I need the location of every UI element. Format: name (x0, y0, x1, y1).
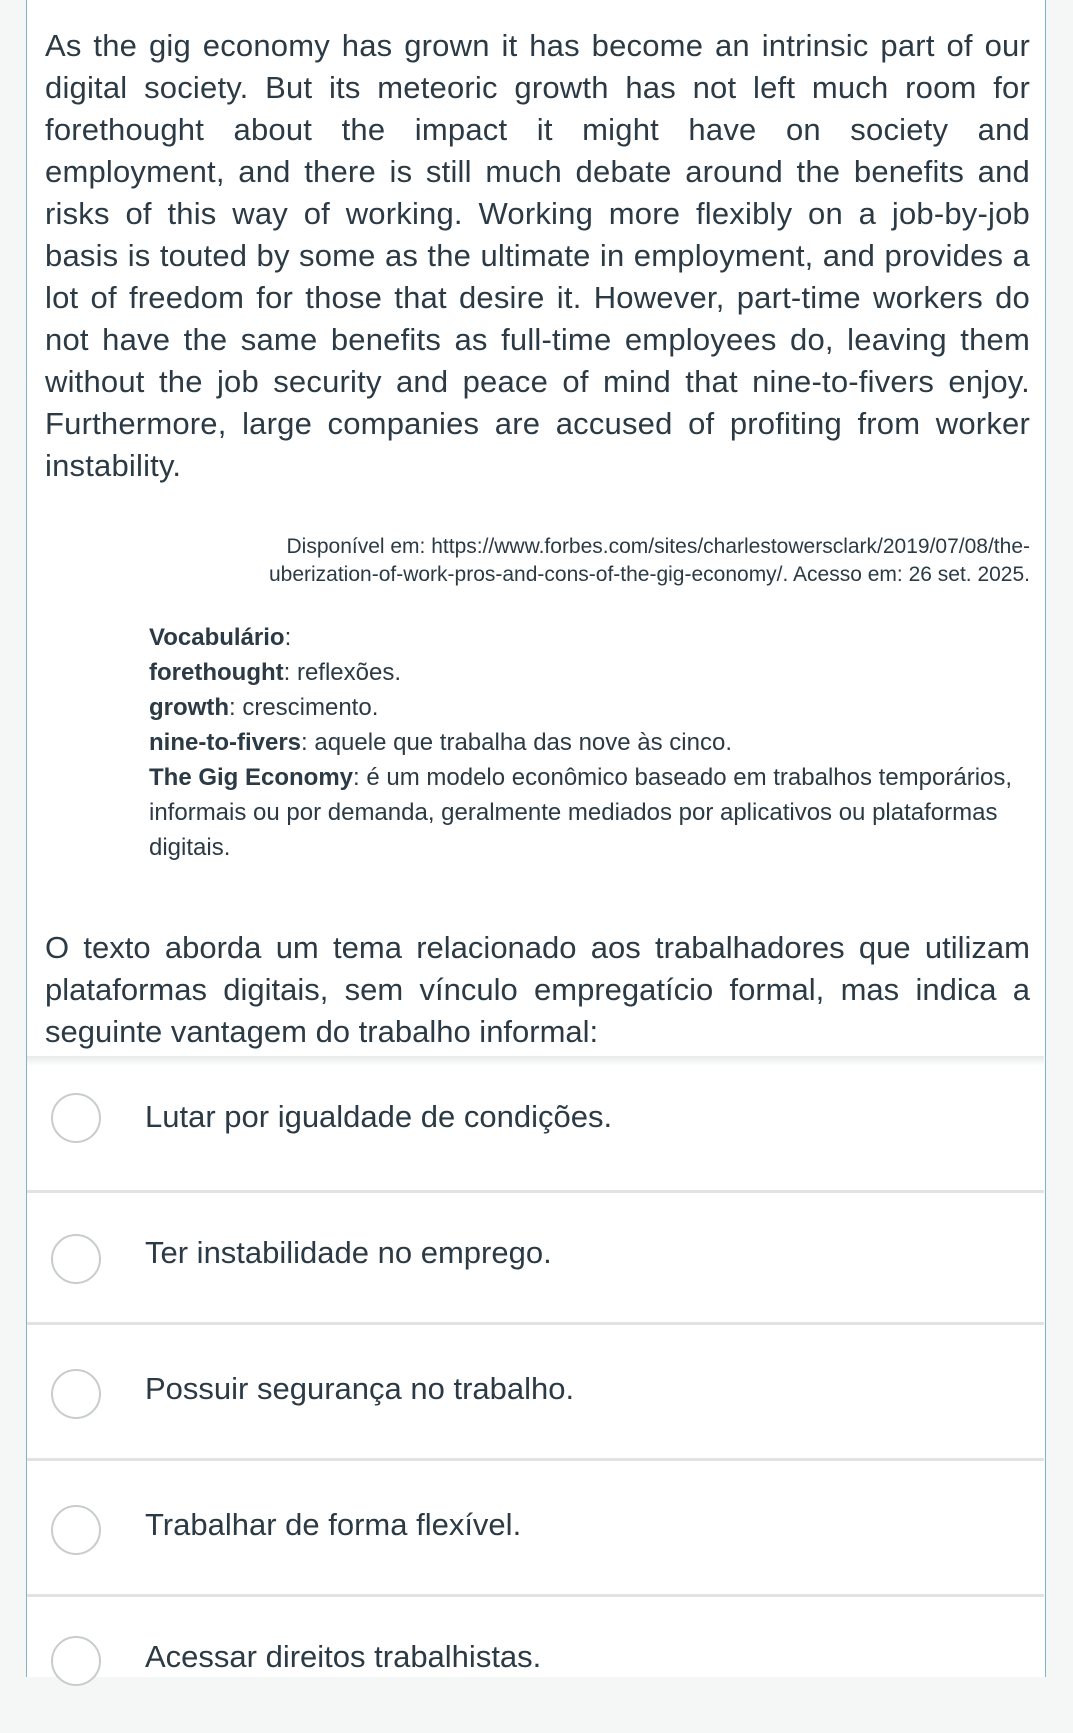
question-card (26, 0, 1046, 1677)
option-label: Acessar direitos trabalhistas. (145, 1639, 542, 1674)
vocabulary-item: The Gig Economy: é um modelo econômico baseado em trabalhos temporários, informais ou por demanda, geralmente mediados por aplicativos ou plataformas digitais. (149, 764, 1013, 861)
option-label: Possuir segurança no trabalho. (145, 1371, 575, 1406)
answer-option-e[interactable] (27, 1601, 1044, 1733)
answer-option-a[interactable] (27, 1061, 1044, 1193)
option-label: Lutar por igualdade de condições. (145, 1099, 613, 1134)
option-label: Ter instabilidade no emprego. (145, 1235, 552, 1270)
vocabulary-item: growth: crescimento. (149, 694, 379, 721)
radio-button-icon[interactable] (51, 1369, 101, 1419)
citation-line-1: Disponível em: https://www.forbes.com/sites/charlestowersclark/2019/07/08/the- (286, 535, 1030, 558)
vocabulary-box (149, 620, 1029, 865)
radio-button-icon[interactable] (51, 1505, 101, 1555)
answer-option-b[interactable] (27, 1193, 1044, 1325)
question-prompt: O texto aborda um tema relacionado aos trabalhadores que utilizam plataformas digitais, sem vínculo empregatício formal, mas indica a seguinte vantagem do trabalho informal: (45, 930, 1030, 1049)
answer-option-c[interactable] (27, 1329, 1044, 1461)
vocabulary-heading: Vocabulário: (149, 624, 292, 651)
option-label: Trabalhar de forma flexível. (145, 1507, 522, 1542)
radio-button-icon[interactable] (51, 1093, 101, 1143)
citation-line-2: uberization-of-work-pros-and-cons-of-the-gig-economy/. Acesso em: 26 set. 2025. (268, 563, 1030, 586)
radio-button-icon[interactable] (51, 1636, 101, 1686)
vocabulary-item: nine-to-fivers: aquele que trabalha das nove às cinco. (149, 729, 732, 756)
answer-option-d[interactable] (27, 1465, 1044, 1597)
source-citation (147, 533, 1030, 589)
reading-passage: As the gig economy has grown it has become an intrinsic part of our digital society. But its meteoric growth has not left much room for forethought about the impact it might have on society and employment, and there is still much debate around the benefits and risks of this way of working. Working more flexibly on a job-by-job basis is touted by some as the ultimate in employment, and provides a lot of freedom for those that desire it. However, part-time workers do not have the same benefits as full-time employees do, leaving them without the job security and peace of mind that nine-to-fivers enjoy. Furthermore, large companies are accused of profiting from worker instability. (45, 28, 1030, 483)
radio-button-icon[interactable] (51, 1234, 101, 1284)
vocabulary-item: forethought: reflexões. (149, 659, 402, 686)
